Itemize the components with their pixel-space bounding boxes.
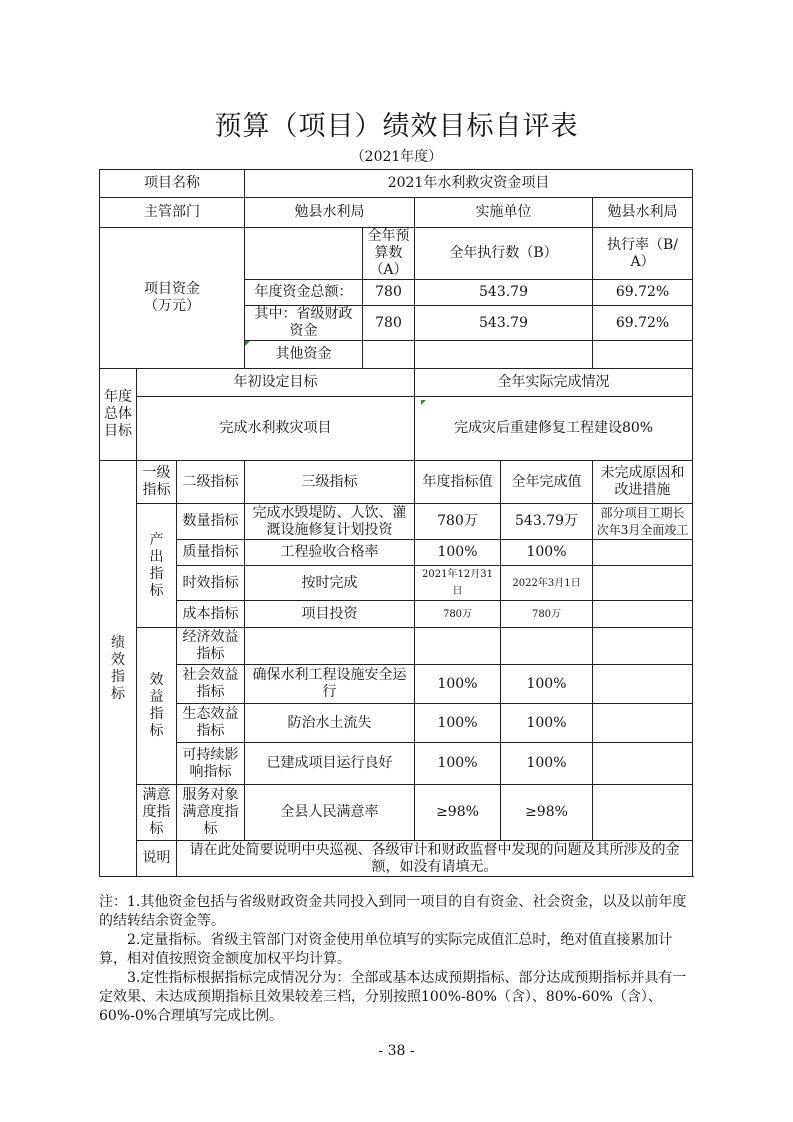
indicator-actual: 780万 (501, 601, 593, 628)
funds-col-rate: 执行率（B/ A） (593, 228, 693, 280)
indicator-reason (593, 628, 693, 665)
overall-actual-header: 全年实际完成情况 (415, 369, 693, 397)
indicator-level2: 社会效益 指标 (177, 665, 245, 704)
indicator-reason: 部分项目工期长 次年3月全面竣工 (593, 504, 693, 540)
funds-row-name: 其他资金 (245, 341, 363, 369)
indicator-actual: ≥98% (501, 785, 593, 841)
funds-row-rate: 69.72% (593, 280, 693, 306)
indicator-level2: 成本指标 (177, 601, 245, 628)
funds-header-blank (245, 228, 363, 280)
dept-label: 主管部门 (100, 198, 245, 228)
overall-actual-value: 完成灾后重建修复工程建设80% (415, 397, 693, 461)
funds-col-exec: 全年执行数（B） (415, 228, 593, 280)
page-number: - 38 - (378, 1043, 415, 1059)
indicator-level2: 时效指标 (177, 566, 245, 601)
perf-header-target: 年度指标值 (415, 461, 501, 504)
indicator-target: 780万 (415, 601, 501, 628)
indicator-reason (593, 743, 693, 785)
funds-row-name: 年度资金总额： (245, 280, 363, 306)
indicator-actual: 100% (501, 540, 593, 566)
indicator-level3 (245, 628, 415, 665)
indicator-reason (593, 785, 693, 841)
indicator-target: 2021年12月31日 (415, 566, 501, 601)
indicator-target: 100% (415, 704, 501, 743)
report-year: （2021年度） (350, 149, 443, 165)
perf-header-level1: 一级 指标 (137, 461, 177, 504)
project-name-label: 项目名称 (100, 170, 245, 198)
funds-row-budget: 780 (363, 280, 415, 306)
indicator-level2: 生态效益 指标 (177, 704, 245, 743)
funds-row-budget (363, 341, 415, 369)
indicator-level3: 项目投资 (245, 601, 415, 628)
indicator-actual (501, 628, 593, 665)
indicator-reason (593, 665, 693, 704)
perf-indicator-label: 绩 效 指 标 (100, 461, 137, 877)
indicator-reason (593, 704, 693, 743)
indicator-reason (593, 540, 693, 566)
indicator-reason (593, 601, 693, 628)
remark-label: 说明 (137, 841, 177, 877)
indicator-actual: 2022年3月1日 (501, 566, 593, 601)
perf-header-level2: 二级指标 (177, 461, 245, 504)
indicator-level2: 经济效益 指标 (177, 628, 245, 665)
indicator-target: 100% (415, 540, 501, 566)
benefit-indicator-label: 效 益 指 标 (137, 628, 177, 785)
overall-set-header: 年初设定目标 (137, 369, 415, 397)
indicator-level2: 质量指标 (177, 540, 245, 566)
satisfaction-indicator-label: 满意 度指 标 (137, 785, 177, 841)
indicator-level3: 全县人民满意率 (245, 785, 415, 841)
funds-row-budget: 780 (363, 306, 415, 341)
indicator-target: 100% (415, 743, 501, 785)
indicator-level2: 数量指标 (177, 504, 245, 540)
indicator-target: 780万 (415, 504, 501, 540)
indicator-level3: 按时完成 (245, 566, 415, 601)
cell-comment-marker (421, 400, 426, 405)
funds-col-budget: 全年预 算数 （A） (363, 228, 415, 280)
indicator-level3: 防治水土流失 (245, 704, 415, 743)
project-name-value: 2021年水利救灾资金项目 (245, 170, 693, 198)
footnotes (99, 893, 693, 1026)
cell-comment-marker (245, 341, 250, 346)
indicator-actual: 100% (501, 665, 593, 704)
footnote-2: 2.定量指标。省级主管部门对资金使用单位填写的实际完成值汇总时，绝对值直接累加计算，相对值按照资金额度加权平均计算。 (99, 932, 673, 967)
page-title: 预算（项目）绩效目标自评表 (214, 111, 579, 142)
indicator-level3: 已建成项目运行良好 (245, 743, 415, 785)
output-indicator-label: 产 出 指 标 (137, 504, 177, 628)
funds-row-rate (593, 341, 693, 369)
indicator-level3: 工程验收合格率 (245, 540, 415, 566)
funds-row-name: 其中：省级财政 资金 (245, 306, 363, 341)
footnote-3: 3.定性指标根据指标完成情况分为：全部或基本达成预期指标、部分达成预期指标并具有一定效果、未达成预期指标且效果较差三档，分别按照100%-80%（含）、80%-60%（含）、60%-0%合理填写完成比例。 (99, 970, 687, 1024)
indicator-actual: 100% (501, 704, 593, 743)
indicator-level3: 确保水利工程设施安全运 行 (245, 665, 415, 704)
unit-label: 实施单位 (415, 198, 593, 228)
indicator-actual: 543.79万 (501, 504, 593, 540)
unit-value: 勉县水利局 (593, 198, 693, 228)
dept-value: 勉县水利局 (245, 198, 415, 228)
remark-text: 请在此处简要说明中央巡视、各级审计和财政监督中发现的问题及其所涉及的金额，如没有请填无。 (177, 841, 693, 877)
perf-header-level3: 三级指标 (245, 461, 415, 504)
indicator-target: 100% (415, 665, 501, 704)
indicator-target (415, 628, 501, 665)
perf-header-actual: 全年完成值 (501, 461, 593, 504)
indicator-level2: 服务对象 满意度指 标 (177, 785, 245, 841)
indicator-reason (593, 566, 693, 601)
funds-row-rate: 69.72% (593, 306, 693, 341)
indicator-level2: 可持续影 响指标 (177, 743, 245, 785)
funds-row-exec (415, 341, 593, 369)
funds-label: 项目资金 （万元） (100, 228, 245, 369)
funds-row-exec: 543.79 (415, 280, 593, 306)
overall-goal-label: 年度 总体 目标 (100, 369, 137, 461)
indicator-actual: 100% (501, 743, 593, 785)
footnote-1: 注：1.其他资金包括与省级财政资金共同投入到同一项目的自有资金、社会资金，以及以前年度的结转结余资金等。 (99, 894, 687, 929)
funds-row-exec: 543.79 (415, 306, 593, 341)
indicator-level3: 完成水毁堤防、人饮、灌 溉设施修复计划投资 (245, 504, 415, 540)
perf-header-reason: 未完成原因和 改进措施 (593, 461, 693, 504)
overall-set-value: 完成水利救灾项目 (137, 397, 415, 461)
evaluation-table (99, 169, 693, 877)
indicator-target: ≥98% (415, 785, 501, 841)
